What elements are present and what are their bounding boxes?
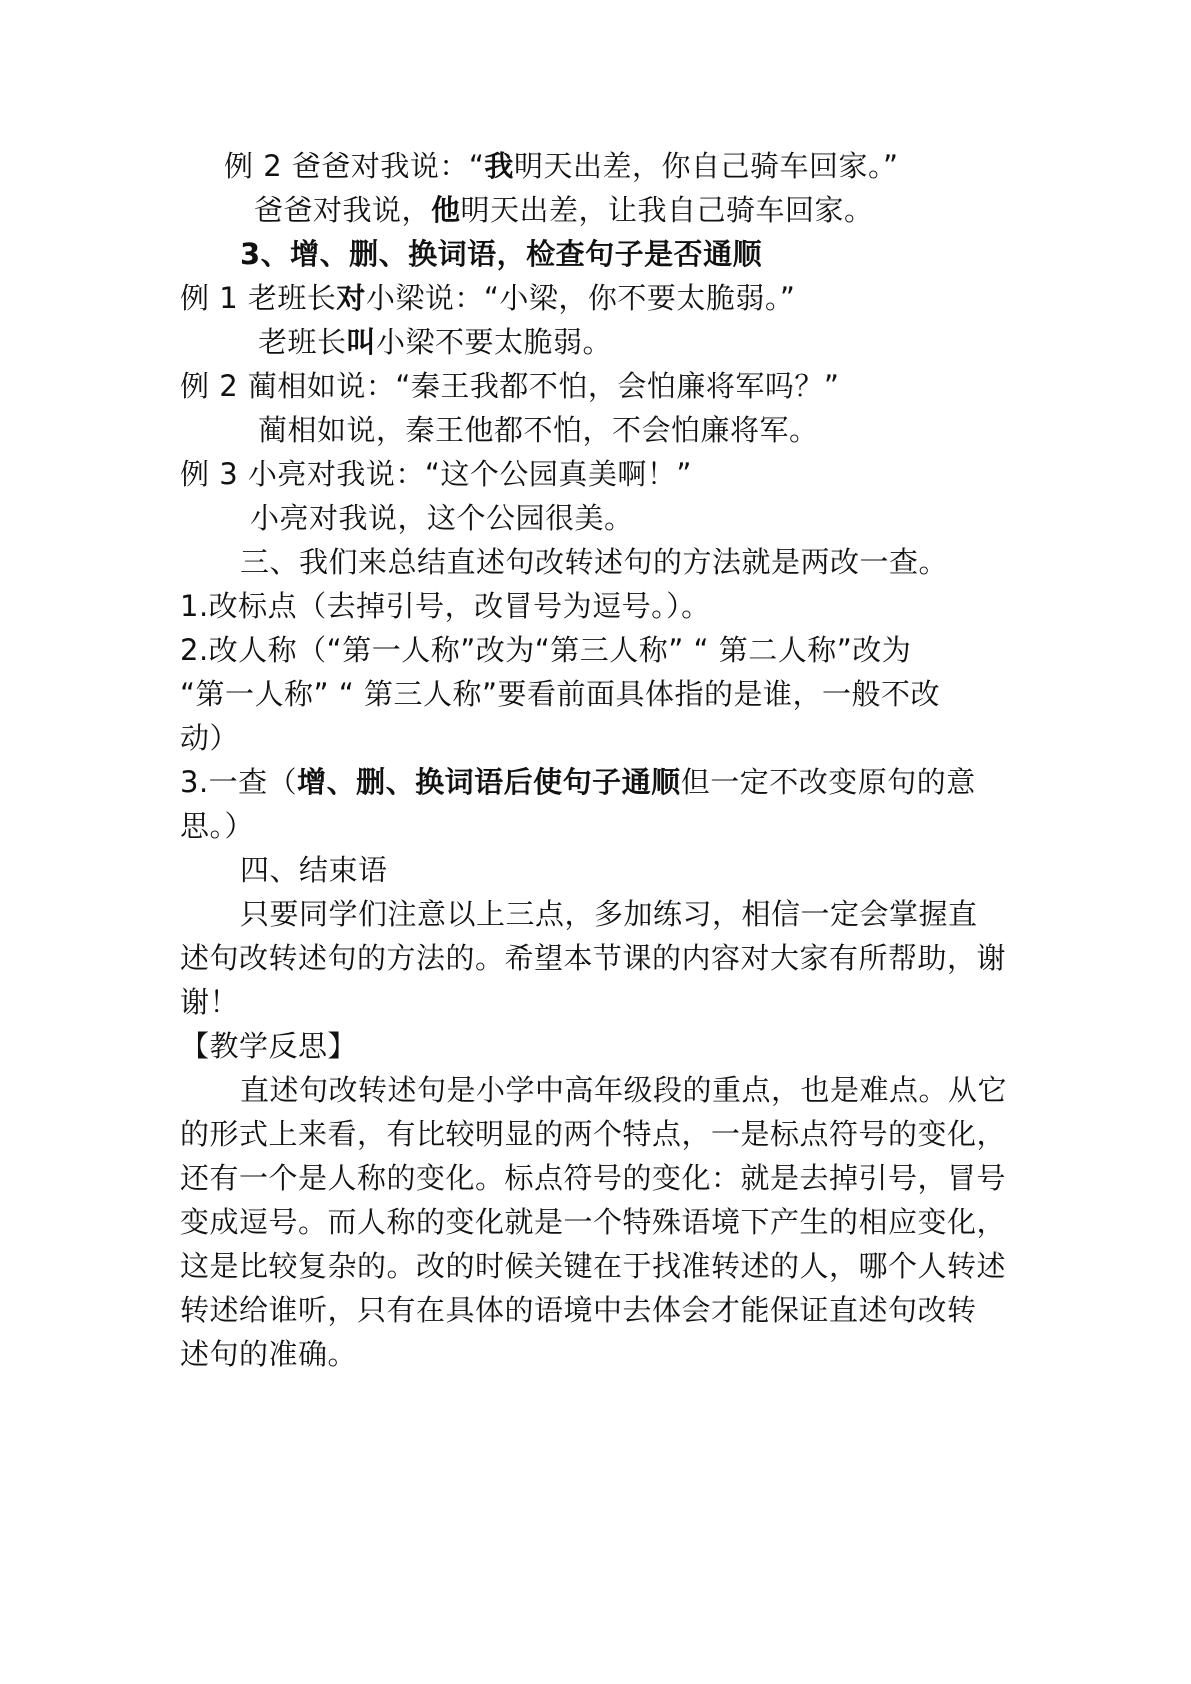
bold-word: 叫 — [346, 325, 377, 359]
bold-phrase: 增、删、换词语后使句子通顺 — [297, 765, 681, 799]
bold-word: 他 — [431, 193, 461, 227]
example-3-indirect: 小亮对我说，这个公园很美。 — [250, 501, 634, 535]
text-segment: 小梁说：“小梁，你不要太脆弱。” — [365, 281, 796, 315]
reflection-heading: 【教学反思】 — [180, 1029, 358, 1063]
example-2-direct — [224, 146, 898, 186]
summary-item-2-line-2: “第一人称” “ 第三人称”要看前面具体指的是谁，一般不改 — [180, 677, 941, 711]
reflection-line-4: 变成逗号。而人称的变化就是一个特殊语境下产生的相应变化， — [180, 1205, 1007, 1239]
text-segment: 例 2 爸爸对我说：“ — [224, 149, 485, 183]
text-segment: 明天出差，你自己骑车回家。” — [513, 149, 899, 183]
bold-word: 我 — [484, 149, 514, 183]
reflection-line-7: 述句的准确。 — [180, 1337, 358, 1371]
text-segment: 明天出差，让我自己骑车回家。 — [460, 193, 874, 227]
bold-word: 对 — [336, 281, 366, 315]
summary-item-2-line-1: 2.改人称（“第一人称”改为“第三人称” “ 第二人称”改为 — [180, 633, 912, 667]
example-1-direct — [180, 278, 795, 318]
example-1-indirect — [258, 322, 612, 362]
summary-item-3-line-1 — [180, 762, 976, 802]
ending-heading: 四、结束语 — [240, 853, 388, 887]
ending-paragraph-line-1: 只要同学们注意以上三点，多加练习，相信一定会掌握直 — [240, 897, 978, 931]
text-segment: 3.一查（ — [180, 765, 298, 799]
reflection-line-3: 还有一个是人称的变化。标点符号的变化：就是去掉引号，冒号 — [180, 1161, 1007, 1195]
ending-paragraph-line-2: 述句改转述句的方法的。希望本节课的内容对大家有所帮助，谢 — [180, 941, 1007, 975]
text-segment: 但一定不改变原句的意 — [680, 765, 976, 799]
text-segment: 爸爸对我说， — [254, 193, 432, 227]
section-3-heading: 3、增、删、换词语，检查句子是否通顺 — [240, 237, 763, 271]
text-segment: 小梁不要太脆弱。 — [376, 325, 613, 359]
reflection-line-2: 的形式上来看，有比较明显的两个特点，一是标点符号的变化， — [180, 1117, 1007, 1151]
reflection-line-6: 转述给谁听，只有在具体的语境中去体会才能保证直述句改转 — [180, 1293, 977, 1327]
example-2-indirect — [254, 190, 874, 230]
summary-intro: 三、我们来总结直述句改转述句的方法就是两改一查。 — [240, 545, 949, 579]
example-2b-direct: 例 2 蔺相如说：“秦王我都不怕，会怕廉将军吗？” — [180, 369, 840, 403]
reflection-line-1: 直述句改转述句是小学中高年级段的重点，也是难点。从它 — [240, 1073, 1008, 1107]
summary-item-2-line-3: 动） — [180, 721, 240, 755]
reflection-line-5: 这是比较复杂的。改的时候关键在于找准转述的人，哪个人转述 — [180, 1249, 1007, 1283]
example-3-direct: 例 3 小亮对我说：“这个公园真美啊！” — [180, 457, 692, 491]
text-segment: 老班长 — [258, 325, 347, 359]
text-segment: 例 1 老班长 — [180, 281, 337, 315]
example-2b-indirect: 蔺相如说，秦王他都不怕，不会怕廉将军。 — [258, 413, 819, 447]
ending-paragraph-line-3: 谢！ — [180, 985, 240, 1019]
summary-item-3-line-2: 思。） — [180, 809, 255, 843]
summary-item-1: 1.改标点（去掉引号，改冒号为逗号。）。 — [180, 589, 711, 623]
